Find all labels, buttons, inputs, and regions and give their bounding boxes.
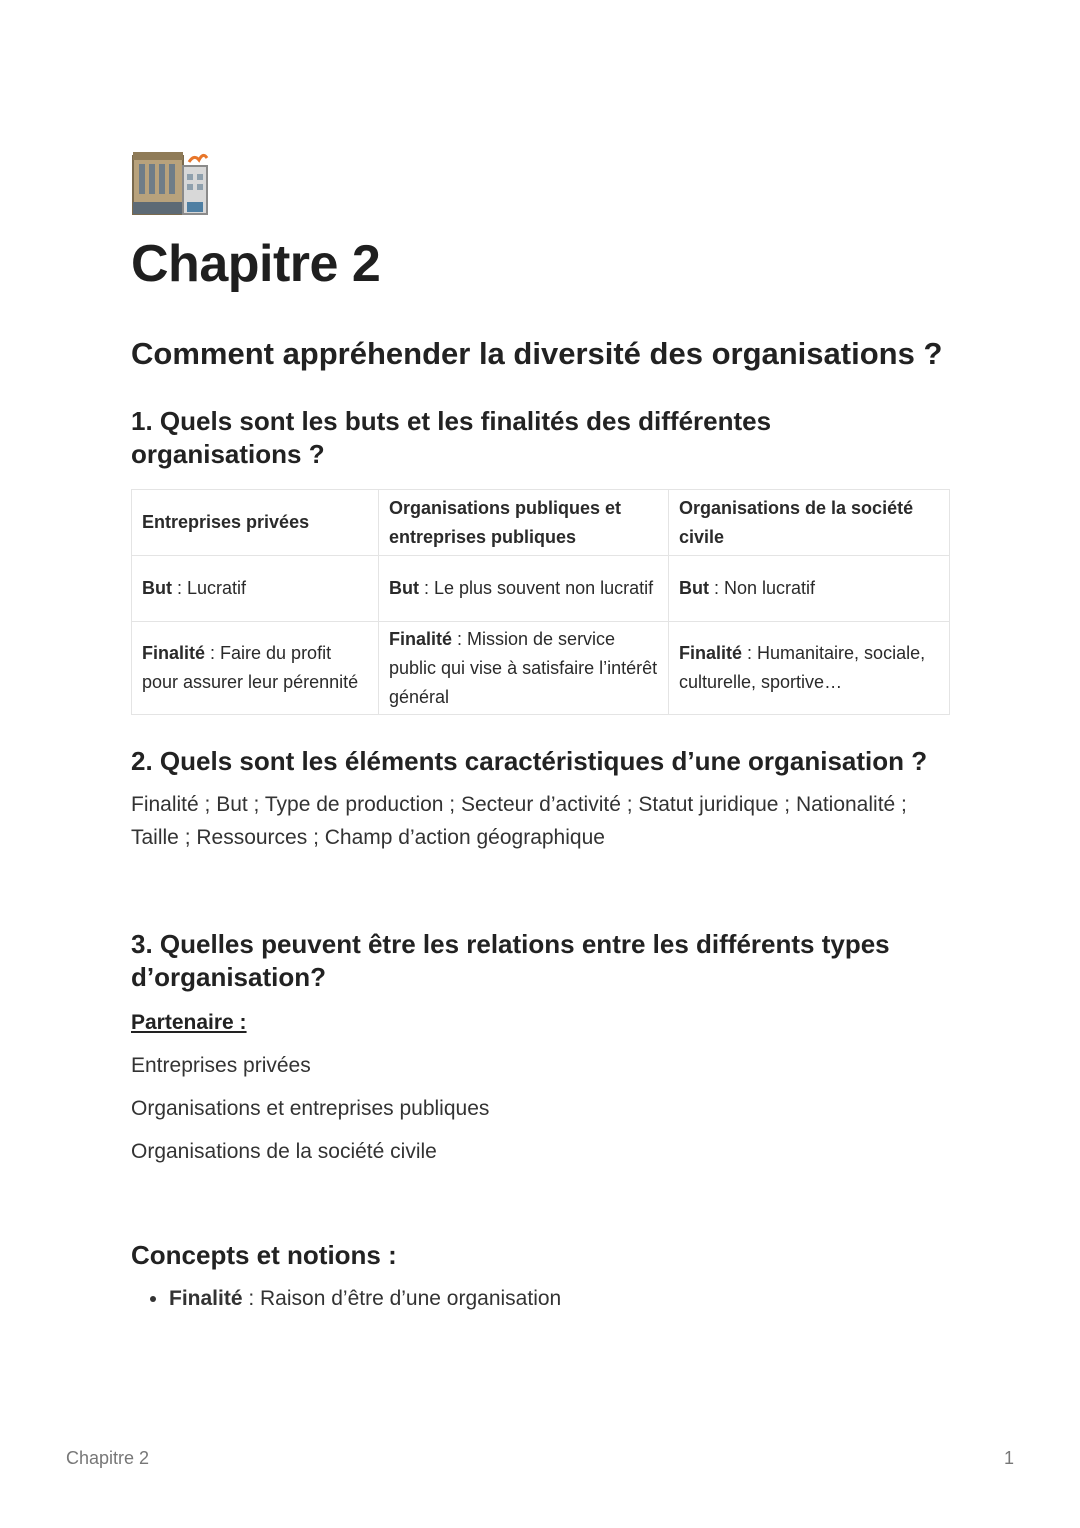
but-value: : Le plus souvent non lucratif — [419, 578, 654, 599]
table-cell — [669, 622, 950, 715]
table-header-cell: Organisations publiques et entreprises publiques — [379, 490, 669, 556]
document-page — [131, 150, 951, 1314]
finalite-value: : Faire du profit pour assurer leur pérennité — [142, 643, 359, 693]
but-value: : Non lucratif — [709, 578, 816, 599]
partenaire-label: Partenaire : — [131, 1011, 247, 1035]
table-row-finalite — [132, 622, 950, 715]
concepts-list — [131, 1284, 951, 1314]
section-1-heading: 1. Quels sont les buts et les finalités des différentes organisations ? — [131, 406, 772, 470]
but-label: But — [142, 578, 172, 599]
table-header-cell: Organisations de la société civile — [669, 490, 950, 556]
partenaire-list — [131, 1051, 951, 1167]
table-cell — [132, 556, 379, 622]
table-cell — [379, 556, 669, 622]
table-cell — [379, 622, 669, 715]
list-item: Organisations de la société civile — [131, 1140, 437, 1164]
concept-definition: : Raison d’être d’une organisation — [242, 1287, 562, 1311]
finalite-value: : Humanitaire, sociale, culturelle, sportive… — [679, 643, 926, 693]
concepts-heading: Concepts et notions : — [131, 1240, 397, 1271]
table-row-but — [132, 556, 950, 622]
page-title: Chapitre 2 — [131, 235, 381, 293]
table-cell — [669, 556, 950, 622]
organisations-table — [131, 489, 950, 715]
list-item: Entreprises privées — [131, 1054, 311, 1078]
finalite-label: Finalité — [142, 643, 206, 664]
table-header-cell: Entreprises privées — [132, 490, 379, 556]
but-label: But — [679, 578, 709, 599]
table-cell — [132, 622, 379, 715]
finalite-label: Finalité — [679, 643, 743, 664]
list-item: Organisations et entreprises publiques — [131, 1097, 490, 1121]
section-3-heading: 3. Quelles peuvent être les relations entre les différents types d’organisation? — [131, 929, 890, 993]
but-value: : Lucratif — [172, 578, 247, 599]
finalite-label: Finalité — [389, 628, 453, 649]
section-2-text: Finalité ; But ; Type de production ; Secteur d’activité ; Statut juridique ; Nationalité ; Taille ; Ressources ; Champ d’action géographique — [131, 793, 907, 850]
but-label: But — [389, 578, 419, 599]
finalite-value: : Mission de service public qui vise à satisfaire l’intérêt général — [389, 628, 658, 707]
footer-chapter-label: Chapitre 2 — [66, 1448, 150, 1468]
office-building-icon — [131, 150, 209, 218]
table-header-row — [132, 490, 950, 556]
chapter-question: Comment appréhender la diversité des organisations ? — [131, 336, 943, 372]
list-item — [169, 1284, 951, 1314]
page-number: 1 — [1004, 1448, 1015, 1468]
section-2-heading: 2. Quels sont les éléments caractéristiques d’une organisation ? — [131, 746, 928, 777]
concept-term: Finalité — [169, 1287, 243, 1311]
